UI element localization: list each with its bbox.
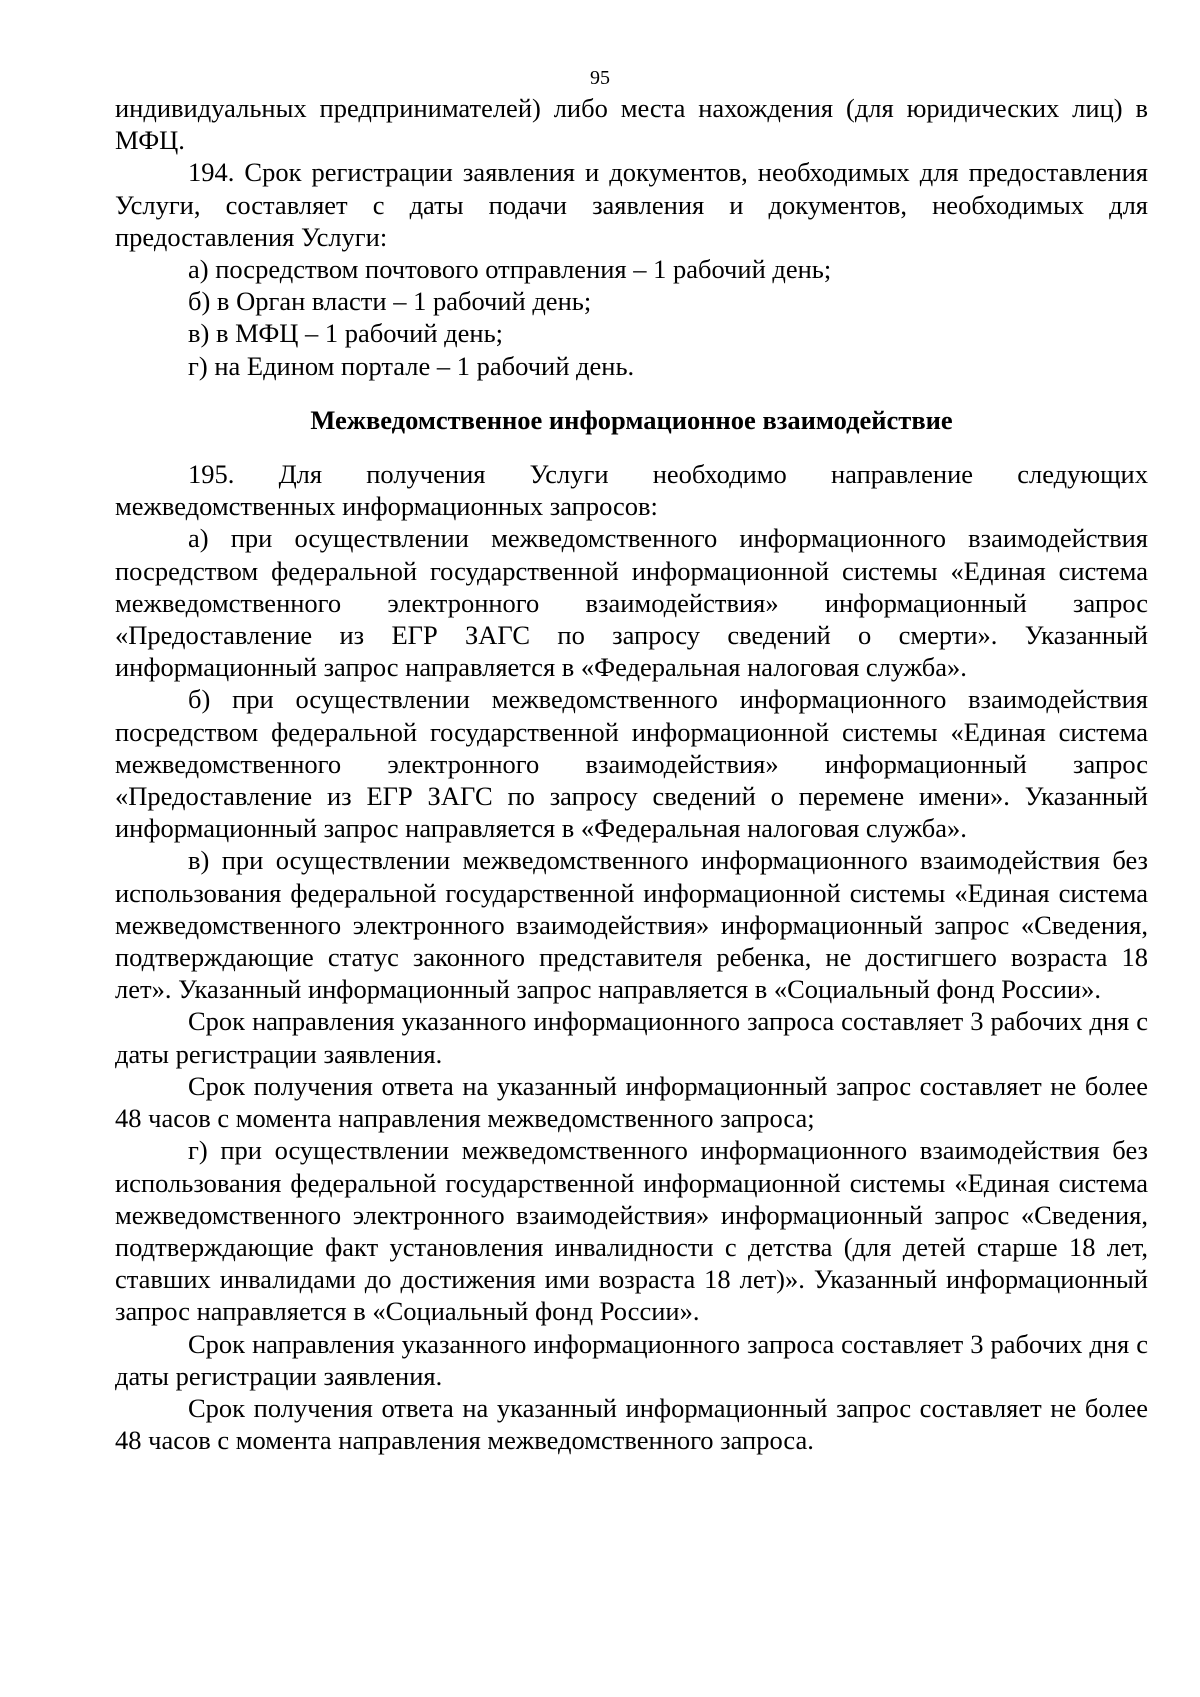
paragraph-deadline-response-2: Срок получения ответа на указанный информационный запрос составляет не более 48 часов с момента направления межведомственного запроса. [115, 1392, 1148, 1456]
paragraph-195-g: г) при осуществлении межведомственного информационного взаимодействия без использования федеральной государственной информационной системы «Единая система межведомственного электронного взаимодействия» информационный запрос «Сведения, подтверждающие факт установления инвалидности с детства (для детей старше 18 лет, ставших инвалидами до достижения ими возраста 18 лет)». Указанный информационный запрос направляется в «Социальный фонд России». [115, 1135, 1148, 1327]
document-body [115, 92, 1148, 1456]
paragraph-deadline-send-2: Срок направления указанного информационного запроса составляет 3 рабочих дня с даты регистрации заявления. [115, 1328, 1148, 1391]
paragraph-deadline-send-1: Срок направления указанного информационного запроса составляет 3 рабочих дня с даты регистрации заявления. [115, 1006, 1148, 1069]
paragraph-deadline-response-1: Срок получения ответа на указанный информационный запрос составляет не более 48 часов с момента направления межведомственного запроса; [115, 1070, 1148, 1134]
paragraph-194: 194. Срок регистрации заявления и документов, необходимых для предоставления Услуги, составляет с даты подачи заявления и документов, необходимых для предоставления Услуги: [115, 157, 1148, 252]
paragraph-continuation: индивидуальных предпринимателей) либо места нахождения (для юридических лиц) в МФЦ. [115, 93, 1148, 156]
list-item-b: б) в Орган власти – 1 рабочий день; [188, 286, 592, 317]
list-item-g: г) на Едином портале – 1 рабочий день. [188, 350, 635, 381]
paragraph-195-a: а) при осуществлении межведомственного информационного взаимодействия посредством федеральной государственной информационной системы «Единая система межведомственного электронного взаимодействия» информационный запрос «Предоставление из ЕГР ЗАГС по запросу сведений о смерти». Указанный информационный запрос направляется в «Федеральная налоговая служба». [115, 523, 1148, 683]
page-number: 95 [590, 67, 610, 89]
list-item-v: в) в МФЦ – 1 рабочий день; [188, 318, 504, 349]
list-item-a: а) посредством почтового отправления – 1 рабочий день; [188, 254, 832, 285]
paragraph-195: 195. Для получения Услуги необходимо направление следующих межведомственных информационных запросов: [115, 459, 1148, 522]
paragraph-195-b: б) при осуществлении межведомственного информационного взаимодействия посредством федеральной государственной информационной системы «Единая система межведомственного электронного взаимодействия» информационный запрос «Предоставление из ЕГР ЗАГС по запросу сведений о перемене имени». Указанный информационный запрос направляется в «Федеральная налоговая служба». [115, 684, 1148, 844]
section-heading: Межведомственное информационное взаимодействие [310, 404, 953, 435]
paragraph-195-v: в) при осуществлении межведомственного информационного взаимодействия без использования федеральной государственной информационной системы «Единая система межведомственного электронного взаимодействия» информационный запрос «Сведения, подтверждающие статус законного представителя ребенка, не достигшего возраста 18 лет». Указанный информационный запрос направляется в «Социальный фонд России». [115, 845, 1148, 1005]
